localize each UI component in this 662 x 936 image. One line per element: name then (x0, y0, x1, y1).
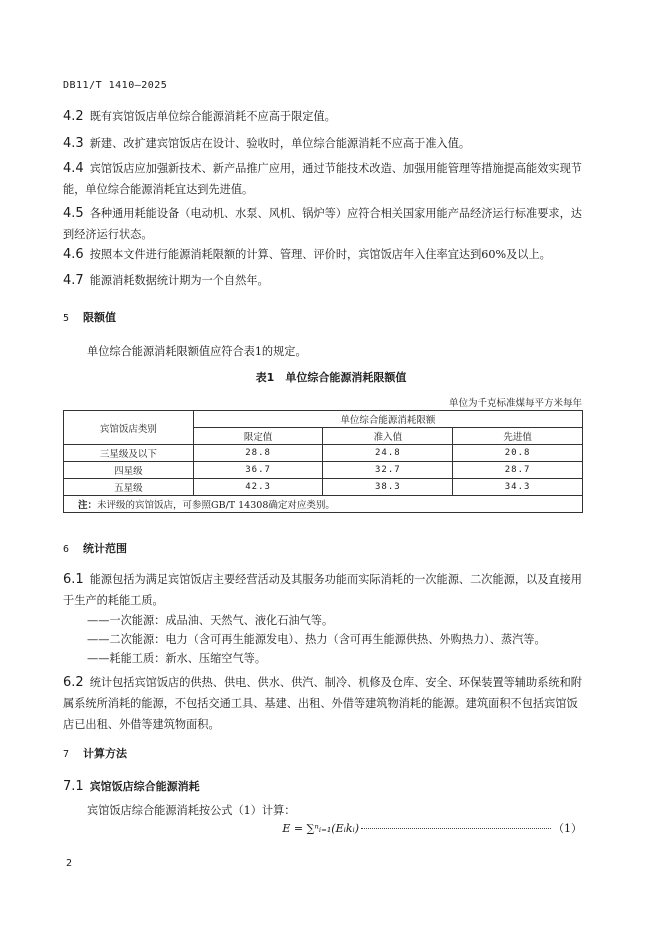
table-row (64, 462, 583, 479)
document-code-header: DB11/T 1410—2025 (63, 80, 168, 91)
note-text: 未评级的宾馆饭店，可参照GB/T 14308确定对应类别。 (97, 500, 335, 511)
section-5-heading (63, 309, 116, 325)
header-limit: 限定值 (193, 428, 323, 445)
cell-value: 38.3 (323, 479, 453, 496)
cell-value: 36.7 (193, 462, 323, 479)
table-note-row (64, 496, 583, 513)
clause-4-6 (63, 244, 583, 265)
table-note (64, 496, 583, 513)
cell-value: 20.8 (453, 445, 583, 462)
header-advanced: 先进值 (453, 428, 583, 445)
clause-number: 4.3 (63, 136, 84, 151)
section-number: 6 (63, 544, 70, 555)
formula-intro: 宾馆饭店综合能源消耗按公式（1）计算： (87, 804, 296, 817)
clause-number: 4.2 (63, 109, 84, 124)
clause-4-5 (63, 203, 583, 245)
limit-value-table (63, 410, 583, 513)
leader-dots (361, 828, 551, 829)
table-caption: 表1 单位综合能源消耗限额值 (255, 371, 407, 384)
page-number: 2 (66, 858, 73, 869)
section-number: 5 (63, 313, 70, 324)
clause-text: 能源消耗数据统计期为一个自然年。 (89, 274, 269, 287)
cell-value: 28.7 (453, 462, 583, 479)
section-title: 限额值 (83, 311, 117, 324)
clause-6-1 (63, 569, 583, 611)
row-category: 四星级 (64, 462, 194, 479)
clause-text: 新建、改扩建宾馆饭店在设计、验收时，单位综合能源消耗不应高于准入值。 (89, 137, 471, 150)
list-item: ——一次能源：成品油、天然气、液化石油气等。 (87, 614, 334, 627)
clause-text: 各种通用耗能设备（电动机、水泵、风机、锅炉等）应符合相关国家用能产品经济运行标准要求，达到经济运行状态。 (63, 207, 582, 241)
section-7-1-heading (63, 778, 200, 794)
clause-number: 4.6 (63, 247, 84, 262)
row-category: 三星级及以下 (64, 445, 194, 462)
section-5-intro: 单位综合能源消耗限额值应符合表1的规定。 (87, 345, 307, 358)
clause-text: 宾馆饭店应加强新技术、新产品推广应用，通过节能技术改造、加强用能管理等措施提高能效实现节能，单位综合能源消耗宜达到先进值。 (63, 162, 582, 196)
table-unit: 单位为千克标准煤每平方米每年 (448, 398, 582, 409)
section-title: 统计范围 (83, 542, 128, 555)
table-row (64, 445, 583, 462)
list-item: ——二次能源：电力（含可再生能源发电）、热力（含可再生能源供热、外购热力）、蒸汽等。 (87, 633, 546, 646)
header-entry: 准入值 (323, 428, 453, 445)
clause-number: 6.1 (63, 572, 84, 587)
formula-1 (282, 820, 582, 836)
formula-expression: E = ∑ⁿᵢ₌₁(Eᵢkᵢ) (282, 822, 359, 835)
cell-value: 34.3 (453, 479, 583, 496)
section-title: 宾馆饭店综合能源消耗 (89, 780, 200, 793)
cell-value: 28.8 (193, 445, 323, 462)
clause-4-4 (63, 158, 583, 200)
clause-number: 4.4 (63, 161, 84, 176)
cell-value: 42.3 (193, 479, 323, 496)
clause-4-7 (63, 270, 583, 291)
header-category: 宾馆饭店类别 (64, 411, 194, 445)
clause-text: 按照本文件进行能源消耗限额的计算、管理、评价时，宾馆饭店年入住率宜达到60%及以上。 (89, 248, 551, 261)
section-6-heading (63, 540, 127, 556)
header-group: 单位综合能源消耗限额 (193, 411, 582, 428)
clause-number: 4.7 (63, 273, 84, 288)
clause-6-2 (63, 672, 583, 735)
clause-number: 4.5 (63, 206, 84, 221)
clause-4-3 (63, 133, 583, 154)
section-number: 7 (63, 749, 70, 760)
cell-value: 24.8 (323, 445, 453, 462)
cell-value: 32.7 (323, 462, 453, 479)
clause-text: 能源包括为满足宾馆饭店主要经营活动及其服务功能而实际消耗的一次能源、二次能源，以及直接用于生产的耗能工质。 (63, 573, 582, 607)
row-category: 五星级 (64, 479, 194, 496)
list-item: ——耗能工质：新水、压缩空气等。 (87, 652, 267, 665)
clause-number: 6.2 (63, 675, 84, 690)
section-7-heading (63, 745, 127, 761)
note-label: 注： (78, 500, 98, 511)
formula-number: （1） (553, 822, 582, 835)
clause-4-2 (63, 106, 583, 127)
section-title: 计算方法 (83, 747, 128, 760)
table-row (64, 479, 583, 496)
clause-text: 统计包括宾馆饭店的供热、供电、供水、供汽、制冷、机修及仓库、安全、环保装置等辅助系统和附属系统所消耗的能源，不包括交通工具、基建、出租、外借等建筑物消耗的能源。建筑面积不包括宾馆饭店已出租、外借等建筑物面积。 (63, 676, 582, 731)
section-number: 7.1 (63, 779, 84, 794)
table-header-row (64, 411, 583, 428)
clause-text: 既有宾馆饭店单位综合能源消耗不应高于限定值。 (89, 110, 336, 123)
